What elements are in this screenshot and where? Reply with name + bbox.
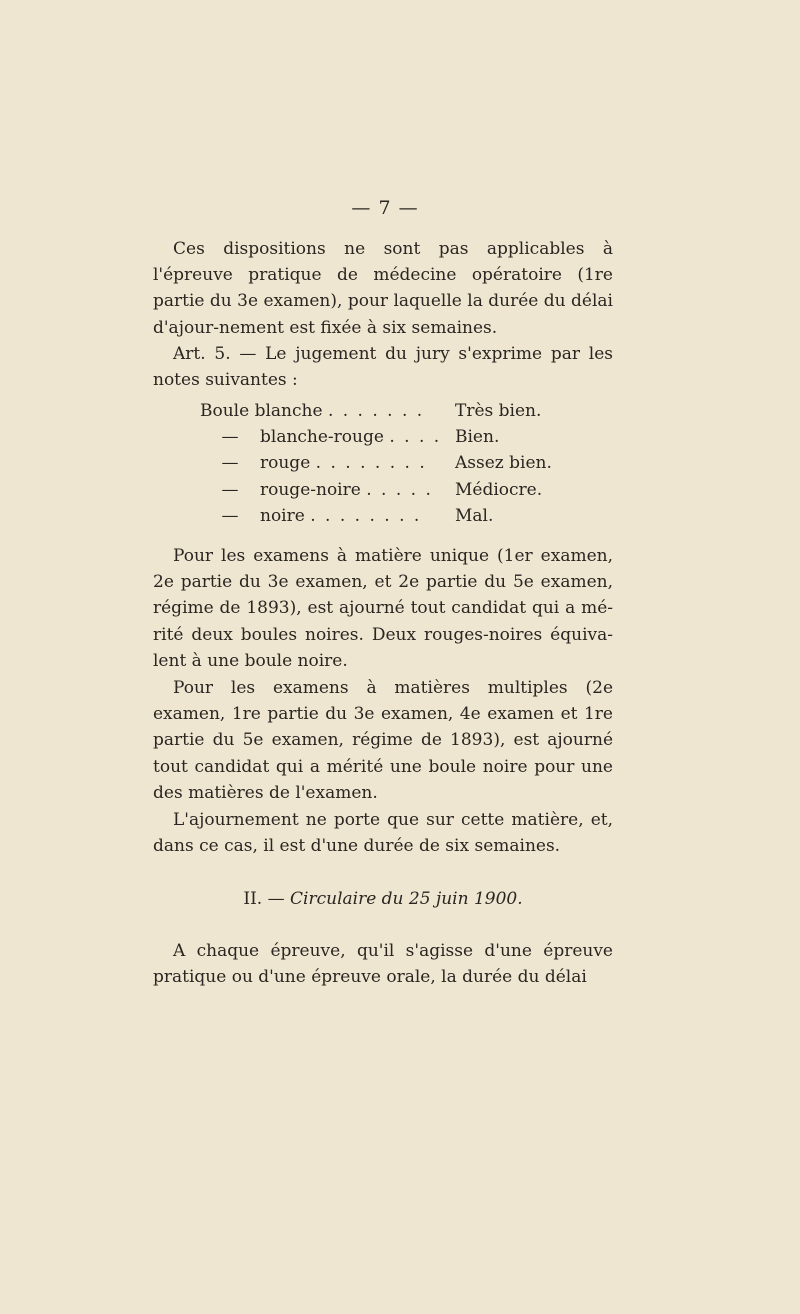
paragraph-3: [153, 543, 613, 674]
grade-dots: . . . . . . .: [327, 401, 425, 421]
paragraph-3-text: Pour les examens à matière unique (1er examen, 2e partie du 3e examen, et 2e partie du 5e examen, régime de 1893), est ajourné tout candidat qui a mé-rité deux boules noires. Deux rouges-noires équiva-lent à une boule noire.: [153, 546, 613, 671]
section-heading-title: Circulaire du 25 juin 1900.: [290, 889, 523, 909]
grade-prefix: —: [221, 479, 239, 500]
paragraph-4: [153, 675, 613, 806]
paragraph-1: [153, 236, 613, 341]
grade-prefix: Boule: [200, 401, 250, 421]
paragraph-2-text: Art. 5. — Le jugement du jury s'exprime par les notes suivantes :: [153, 344, 613, 391]
grade-mark: Médiocre.: [455, 479, 543, 500]
paragraph-5-text: L'ajournement ne porte que sur cette matière, et, dans ce cas, il est d'une durée de six semaines.: [153, 810, 613, 857]
section-heading-number: II. —: [243, 889, 285, 909]
grade-prefix: —: [221, 427, 239, 448]
grade-dots: . . . .: [389, 427, 442, 448]
grade-dots: . . . . .: [366, 479, 433, 500]
grade-dots: . . . . . . . .: [315, 453, 427, 474]
grade-mark: Mal.: [455, 505, 494, 526]
grade-label: noire: [260, 505, 305, 526]
page-number: — 7 —: [351, 197, 419, 219]
paragraph-6-text: A chaque épreuve, qu'il s'agisse d'une épreuve pratique ou d'une épreuve orale, la durée du délai: [153, 941, 613, 988]
grade-label: blanche-rouge: [260, 427, 384, 448]
grade-dots: . . . . . . . .: [310, 505, 422, 526]
grade-row: [200, 398, 580, 424]
grade-row: [200, 503, 580, 529]
grade-mark: Bien.: [455, 427, 500, 448]
grade-mark: Assez bien.: [455, 453, 552, 474]
grade-label: blanche: [254, 401, 323, 421]
grade-prefix: —: [221, 453, 239, 474]
grade-label: rouge-noire: [260, 479, 361, 500]
section-heading: [153, 889, 613, 909]
paragraph-1-text: Ces dispositions ne sont pas applicables à l'épreuve pratique de médecine opératoire (1re partie du 3e examen), pour laquelle la durée du délai d'ajour-nement est fixée à six semaines.: [153, 239, 613, 338]
grade-prefix: —: [221, 505, 239, 526]
grade-label: rouge: [260, 453, 311, 474]
grade-row: [200, 450, 580, 476]
grade-row: [200, 477, 580, 503]
paragraph-2: [153, 341, 613, 393]
paragraph-4-text: Pour les examens à matières multiples (2e examen, 1re partie du 3e examen, 4e examen et 1re partie du 5e examen, régime de 1893), est ajourné tout candidat qui a mérité une boule noire pour une des matières de l'examen.: [153, 678, 613, 803]
grade-mark: Très bien.: [455, 401, 542, 421]
paragraph-6: [153, 938, 613, 990]
grade-table: [200, 398, 580, 529]
paragraph-5: [153, 807, 613, 859]
grade-row: [200, 424, 580, 450]
